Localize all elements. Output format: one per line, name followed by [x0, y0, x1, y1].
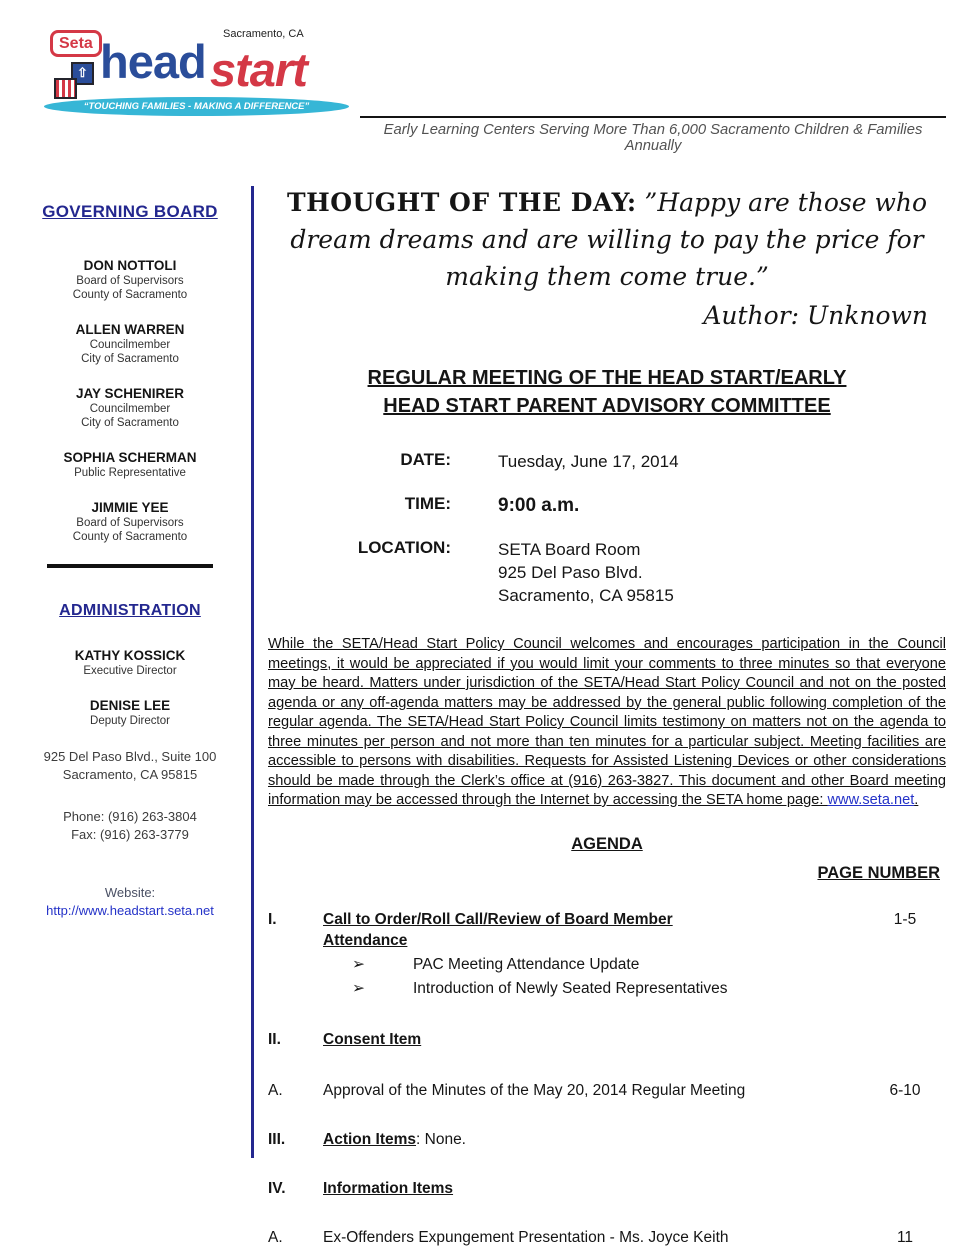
location-value: [498, 538, 674, 607]
location-label: LOCATION:: [357, 538, 451, 557]
time-row: [268, 494, 946, 517]
board-member: [22, 386, 238, 430]
item-title-line1: Call to Order/Roll Call/Review of Board Member: [323, 910, 673, 928]
agenda-item-expungement: [268, 1227, 946, 1248]
staff-name: DENISE LEE: [89, 698, 171, 713]
main-content: [268, 184, 946, 1248]
administration-title: ADMINISTRATION: [59, 602, 201, 619]
member-name: SOPHIA SCHERMAN: [63, 450, 197, 465]
header-subtitle: Early Learning Centers Serving More Than 6,000 Sacramento Children & Families Annually: [383, 122, 923, 154]
logo-head-wordmark: head: [100, 35, 206, 88]
sidebar: [22, 202, 238, 920]
member-role: Board of Supervisors: [76, 275, 184, 287]
item-title-line2: Attendance: [323, 931, 408, 949]
item-text: Approval of the Minutes of the May 20, 2014 Regular Meeting: [323, 1081, 746, 1099]
contact-numbers: [22, 808, 238, 844]
sub-item: [323, 954, 864, 975]
staff-role: Deputy Director: [90, 715, 170, 727]
meeting-title: [268, 364, 946, 420]
seta-badge: Seta: [50, 30, 102, 57]
phone-number: Phone: (916) 263-3804: [63, 809, 197, 824]
member-role: County of Sacramento: [72, 289, 188, 301]
agenda-item-action: [268, 1129, 946, 1150]
item-title: Information Items: [323, 1179, 454, 1197]
website-link[interactable]: http://www.headstart.seta.net: [46, 903, 214, 918]
address-line: Sacramento, CA 95815: [62, 767, 198, 782]
arrow-bullet-icon: ➢: [352, 955, 365, 973]
member-role: County of Sacramento: [72, 531, 188, 543]
item-numeral: III.: [268, 1130, 286, 1148]
member-role: City of Sacramento: [81, 353, 179, 365]
agenda-item-minutes: [268, 1080, 946, 1101]
page-number-heading: PAGE NUMBER: [817, 863, 940, 882]
board-member: [22, 258, 238, 302]
member-name: DON NOTTOLI: [83, 258, 177, 273]
board-member: [22, 322, 238, 366]
agenda-item-call-to-order: [268, 909, 946, 999]
location-line: 925 Del Paso Blvd.: [498, 563, 643, 582]
thought-label: THOUGHT OF THE DAY:: [286, 188, 637, 217]
item-numeral: IV.: [268, 1179, 286, 1197]
agenda-item-consent: [268, 1029, 946, 1050]
meeting-details: [268, 450, 946, 607]
content-divider: [251, 186, 254, 1158]
member-role: Councilmember: [89, 403, 171, 415]
item-title: Action Items: [323, 1130, 417, 1148]
member-role: Public Representative: [74, 467, 186, 479]
item-numeral: A.: [268, 1228, 283, 1246]
member-role: City of Sacramento: [81, 417, 179, 429]
location-line: SETA Board Room: [498, 540, 641, 559]
member-role: Councilmember: [89, 339, 171, 351]
website-block: [22, 884, 238, 920]
location-row: [268, 538, 946, 607]
sidebar-divider: [47, 564, 213, 568]
staff-name: KATHY KOSSICK: [74, 648, 186, 663]
board-member: [22, 450, 238, 480]
fax-number: Fax: (916) 263-3779: [71, 827, 189, 842]
agenda-item-information: [268, 1178, 946, 1199]
logo-location-label: Sacramento, CA: [223, 28, 304, 40]
member-role: Board of Supervisors: [76, 517, 184, 529]
striped-block-icon: [54, 78, 77, 99]
item-title: Consent Item: [323, 1030, 422, 1048]
sub-item-text: PAC Meeting Attendance Update: [413, 955, 640, 973]
staff-member: [22, 648, 238, 678]
public-notice: [268, 635, 946, 811]
date-row: [268, 450, 946, 473]
logo-tagline-banner: “TOUCHING FAMILIES - MAKING A DIFFERENCE”: [44, 97, 349, 116]
meeting-title-line1: REGULAR MEETING OF THE HEAD START/EARLY: [367, 367, 847, 389]
notice-text-end: .: [914, 792, 919, 808]
headstart-logo: [38, 24, 360, 118]
agenda-heading: AGENDA: [571, 834, 643, 853]
logo-start-wordmark: start: [210, 43, 307, 96]
arrow-bullet-icon: ➢: [352, 979, 365, 997]
item-suffix: : None.: [416, 1130, 466, 1148]
sub-item: [323, 978, 864, 999]
item-page-number: 6-10: [889, 1081, 921, 1099]
item-numeral: I.: [268, 910, 277, 928]
item-page-number: 11: [896, 1228, 914, 1246]
member-name: ALLEN WARREN: [75, 322, 185, 337]
date-label: DATE:: [400, 450, 451, 469]
thought-quote: ”Happy are those who dream dreams and are willing to pay the price for making them come true.”: [290, 188, 928, 291]
time-value: 9:00 a.m.: [498, 495, 580, 516]
thought-of-the-day: [268, 184, 946, 295]
item-text: Ex-Offenders Expungement Presentation - Ms. Joyce Keith: [323, 1228, 729, 1246]
item-numeral: II.: [268, 1030, 281, 1048]
governing-board-title: GOVERNING BOARD: [42, 202, 218, 221]
header-rule: [360, 116, 946, 118]
seta-home-link[interactable]: www.seta.net: [827, 792, 915, 808]
location-line: Sacramento, CA 95815: [498, 586, 674, 605]
meeting-title-line2: HEAD START PARENT ADVISORY COMMITTEE: [383, 395, 831, 417]
staff-member: [22, 698, 238, 728]
sub-item-text: Introduction of Newly Seated Representatives: [413, 979, 728, 997]
board-member: [22, 500, 238, 544]
member-name: JIMMIE YEE: [91, 500, 169, 515]
office-address: [22, 748, 238, 784]
website-label: Website:: [104, 885, 156, 900]
item-page-number: 1-5: [893, 910, 917, 928]
arrow-block-icon: ⇧: [71, 62, 94, 85]
item-numeral: A.: [268, 1081, 283, 1099]
address-line: 925 Del Paso Blvd., Suite 100: [43, 749, 217, 764]
member-name: JAY SCHENIRER: [75, 386, 185, 401]
notice-text: While the SETA/Head Start Policy Council welcomes and encourages participation in the Council meetings, it would be appreciated if you would limit your comments to three minutes so that everyone may be heard. Matters under jurisdiction of the SETA/Head Start Policy Council and not on the posted agenda or any off-agenda matters may be addressed by the general public following completion of the regular agenda. The SETA/Head Start Policy Council limits testimony on matters not on the agenda to three minutes per person and not more than ten minutes for a particular subject. Meeting facilities are accessible to persons with disabilities. Requests for Assisted Listening Devices or other considerations should be made through the Clerk’s office at (916) 263-3827. This document and other Board meeting information may be accessed through the Internet by accessing the SETA home page:: [268, 636, 946, 808]
thought-author: Author: Unknown: [703, 301, 928, 330]
date-value: Tuesday, June 17, 2014: [498, 452, 679, 471]
staff-role: Executive Director: [83, 665, 177, 677]
time-label: TIME:: [404, 494, 451, 513]
